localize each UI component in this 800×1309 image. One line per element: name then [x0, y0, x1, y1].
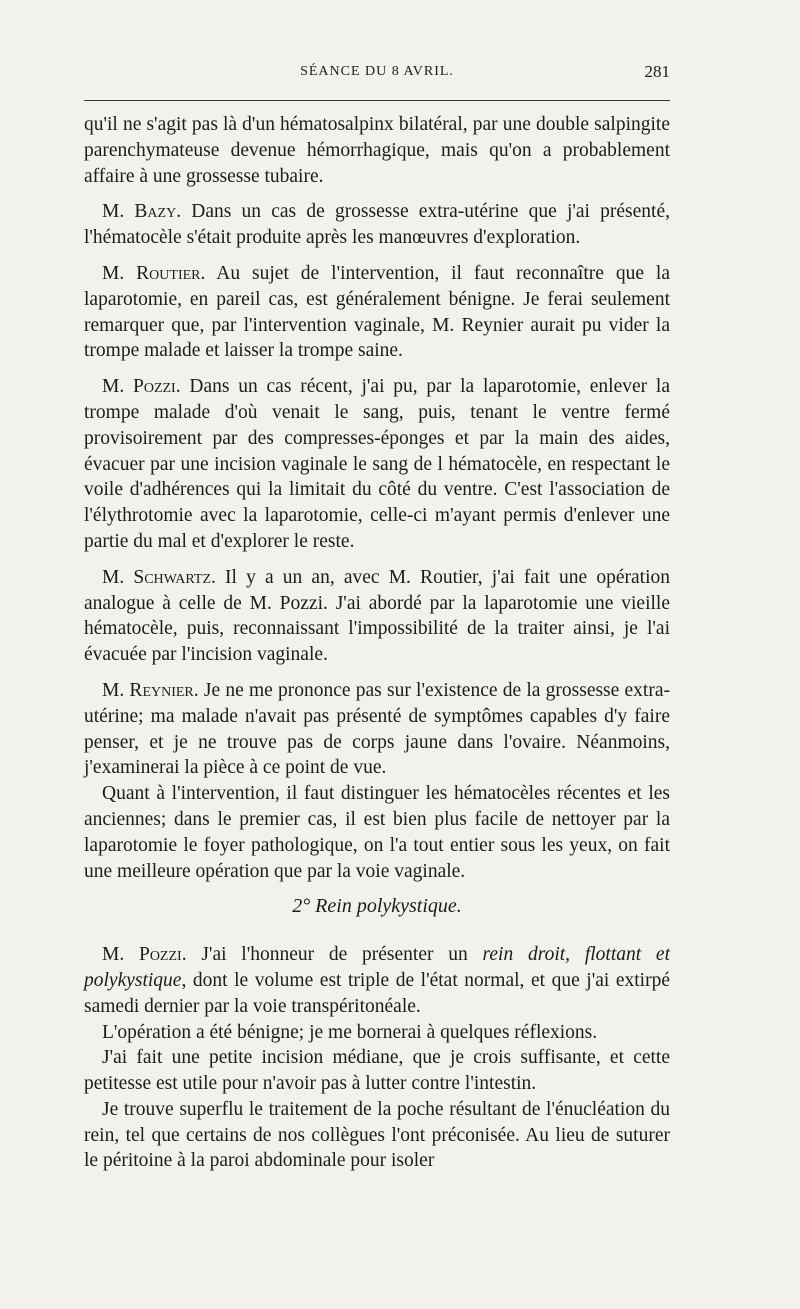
paragraph: L'opération a été bénigne; je me bornerai à quelques réflexions.: [102, 1021, 598, 1043]
page-number: 281: [644, 62, 670, 81]
paragraph: M. Routier. Au sujet de l'intervention, il faut reconnaître que la laparotomie, en pareil cas, est généralement bénigne. Je ferai seulement remarquer que, par l'intervention vaginale, M. Reynier aurait pu vider la trompe malade et laisser la trompe saine.: [84, 262, 671, 362]
body-text: [84, 112, 670, 1174]
paragraph: M. Pozzi. J'ai l'honneur de présenter un rein droit, flottant et polykystique, dont le volume est triple de l'état normal, et que j'ai extirpé samedi dernier par la voie transpéritonéale.: [84, 944, 670, 1017]
speaker: M. Bazy.: [102, 201, 182, 223]
paragraph: M. Schwartz. Il y a un an, avec M. Routier, j'ai fait une opération analogue à celle de M. Pozzi. J'ai abordé par la laparotomie une vieille hématocèle, puis, reconnaissant l'impossibilité de la traiter ainsi, je l'ai évacuée par l'incision vaginale.: [84, 566, 670, 666]
page-header: [84, 60, 670, 92]
speaker: M. Pozzi.: [102, 376, 181, 398]
speaker: M. Schwartz.: [102, 566, 216, 588]
paragraph: J'ai fait une petite incision médiane, que je crois suffisante, et cette petitesse est utile pour n'avoir pas à lutter contre l'intestin.: [84, 1047, 670, 1095]
paragraph: Je trouve superflu le traitement de la poche résultant de l'énucléation du rein, tel que certains de nos collègues l'ont préconisée. Au lieu de suturer le péritoine à la paroi abdominale pour isoler: [84, 1098, 670, 1172]
paragraph: M. Reynier. Je ne me prononce pas sur l'existence de la grossesse extra-utérine; ma malade n'avait pas présenté de symptômes capables d'y faire penser, et je ne trouve pas de corps jaune dans l'ovaire. Néanmoins, j'examinerai la pièce à ce point de vue.: [84, 679, 670, 779]
paragraph: M. Pozzi. Dans un cas récent, j'ai pu, par la laparotomie, enlever la trompe malade d'où venait le sang, puis, tenant le ventre fermé provisoirement par des compresses-éponges et par la main des aides, évacuer par une incision vaginale le sang de l hématocèle, en respectant le voile d'adhérences qui la limitait du côté du ventre. C'est l'association de l'élythrotomie avec la laparotomie, celle-ci m'ayant permis d'enlever une partie du mal et d'explorer le reste.: [84, 376, 670, 552]
paragraph: Quant à l'intervention, il faut distinguer les hématocèles récentes et les anciennes; dans le premier cas, il est bien plus facile de nettoyer par la laparotomie le foyer pathologique, on l'a tout entier sous les yeux, on fait une meilleure opération que par la voie vaginale.: [84, 783, 670, 882]
speaker: M. Reynier.: [102, 679, 199, 701]
speaker: M. Pozzi.: [102, 944, 187, 966]
paragraph: qu'il ne s'agit pas là d'un hématosalpinx bilatéral, par une double salpingite parenchymateuse devenue hémorrhagique, mais qu'on a probablement affaire à une grossesse tubaire.: [84, 114, 670, 187]
paragraph: M. Bazy. Dans un cas de grossesse extra-utérine que j'ai présenté, l'hématocèle s'était produite après les manœuvres d'exploration.: [84, 201, 670, 249]
speaker: M. Routier.: [102, 262, 206, 284]
section-title: 2° Rein polykystique.: [292, 895, 462, 918]
header-rule: [84, 100, 670, 101]
running-head: SÉANCE DU 8 AVRIL.: [300, 64, 454, 79]
